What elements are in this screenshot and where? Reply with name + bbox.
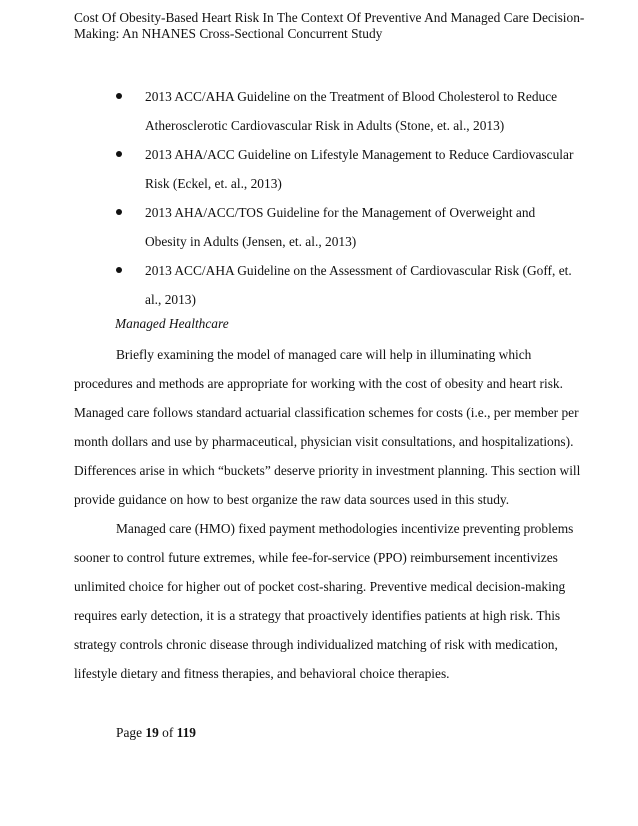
of-label: of xyxy=(162,725,174,740)
bullet-icon xyxy=(116,209,122,215)
bullet-icon xyxy=(116,93,122,99)
list-item-text: 2013 AHA/ACC Guideline on Lifestyle Management to Reduce Cardiovascular Risk (Eckel, et. al., 2013) xyxy=(145,147,574,191)
page-number: 19 xyxy=(145,725,159,740)
list-item xyxy=(116,256,576,314)
list-item xyxy=(116,140,576,198)
list-item xyxy=(116,198,576,256)
bullet-icon xyxy=(116,267,122,273)
section-heading: Managed Healthcare xyxy=(115,316,229,331)
guideline-list xyxy=(116,82,576,314)
list-item-text: 2013 ACC/AHA Guideline on the Assessment of Cardiovascular Risk (Goff, et. al., 2013) xyxy=(145,263,572,307)
list-item-text: 2013 AHA/ACC/TOS Guideline for the Management of Overweight and Obesity in Adults (Jensen, et. al., 2013) xyxy=(145,205,536,249)
page-label: Page xyxy=(116,725,143,740)
paragraph: Briefly examining the model of managed care will help in illuminating which procedures and methods are appropriate for working with the cost of obesity and heart risk. Managed care follows standard actuarial classification schemes for costs (i.e., per member per month dollars and use by pharmaceutical, physician visit consultations, and hospitalizations). Differences arise in which “buckets” deserve priority in investment planning. This section will provide guidance on how to best organize the raw data sources used in this study. xyxy=(74,347,581,507)
bullet-icon xyxy=(116,151,122,157)
running-header: Cost Of Obesity-Based Heart Risk In The Context Of Preventive And Managed Care Decision-Making: An NHANES Cross-Sectional Concurrent Study xyxy=(74,10,585,41)
page-footer xyxy=(116,724,196,742)
total-pages: 119 xyxy=(176,725,197,740)
paragraph: Managed care (HMO) fixed payment methodologies incentivize preventing problems sooner to control future extremes, while fee-for-service (PPO) reimbursement incentivizes unlimited choice for higher out of pocket cost-sharing. Preventive medical decision-making requires early detection, it is a strategy that proactively identifies patients at high risk. This strategy controls chronic disease through individualized matching of risk with medication, lifestyle dietary and fitness therapies, and behavioral choice therapies. xyxy=(74,521,574,681)
list-item xyxy=(116,82,576,140)
list-item-text: 2013 ACC/AHA Guideline on the Treatment of Blood Cholesterol to Reduce Atherosclerotic Cardiovascular Risk in Adults (Stone, et. al., 2013) xyxy=(145,89,558,133)
